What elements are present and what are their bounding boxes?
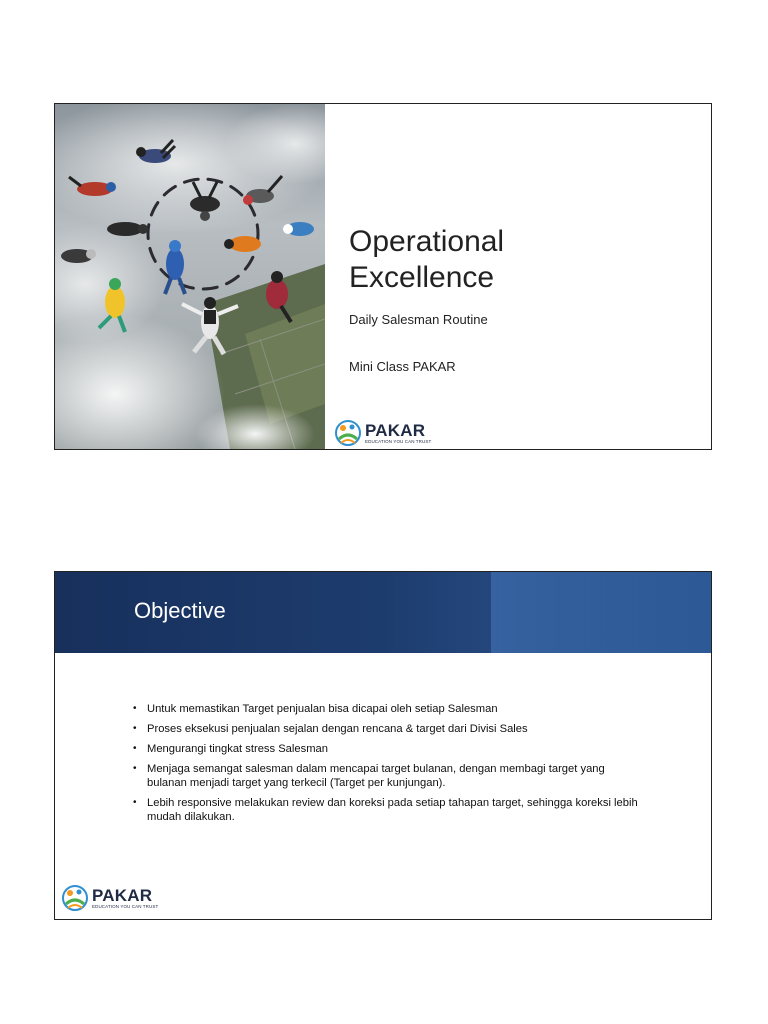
logo-word: PAKAR	[365, 421, 426, 440]
pakar-logo	[61, 884, 158, 912]
bullet-glyph: •	[133, 723, 137, 734]
slide-subtitle: Daily Salesman Routine	[349, 312, 488, 327]
list-item	[133, 722, 643, 736]
list-item-text: Menjaga semangat salesman dalam mencapai target bulanan, dengan membagi target yang bulanan menjadi target yang terkecil (Target per kunjungan).	[147, 763, 605, 789]
objective-heading: Objective	[134, 598, 226, 623]
pakar-logo-icon	[334, 419, 362, 447]
list-item-text: Mengurangi tingkat stress Salesman	[147, 743, 328, 755]
logo-word: PAKAR	[92, 886, 153, 905]
banner-highlight	[491, 572, 711, 653]
bullet-glyph: •	[133, 797, 137, 808]
pakar-logo	[334, 419, 431, 447]
pakar-logo-icon	[61, 884, 89, 912]
class-name: Mini Class PAKAR	[349, 359, 456, 374]
slide-title	[54, 103, 712, 450]
logo-tagline: EDUCATION YOU CAN TRUST	[365, 439, 432, 444]
list-item	[133, 796, 643, 824]
slide-banner	[55, 572, 711, 653]
list-item-text: Proses eksekusi penjualan sejalan dengan rencana & target dari Divisi Sales	[147, 723, 528, 735]
bullet-glyph: •	[133, 763, 137, 774]
objective-list	[133, 702, 643, 830]
bullet-glyph: •	[133, 703, 137, 714]
bullet-glyph: •	[133, 743, 137, 754]
title-line-2: Excellence	[349, 261, 495, 294]
slide-title-heading	[349, 224, 504, 296]
slide-objective	[54, 571, 712, 920]
list-item	[133, 742, 643, 756]
list-item	[133, 762, 643, 790]
skydivers-photo	[55, 104, 325, 449]
logo-text	[365, 422, 431, 444]
list-item	[133, 702, 643, 716]
title-line-1: Operational	[349, 225, 505, 258]
logo-tagline: EDUCATION YOU CAN TRUST	[92, 904, 159, 909]
list-item-text: Untuk memastikan Target penjualan bisa dicapai oleh setiap Salesman	[147, 703, 498, 715]
logo-text	[92, 887, 158, 909]
list-item-text: Lebih responsive melakukan review dan koreksi pada setiap tahapan target, sehingga koreksi lebih mudah dilakukan.	[147, 797, 638, 823]
